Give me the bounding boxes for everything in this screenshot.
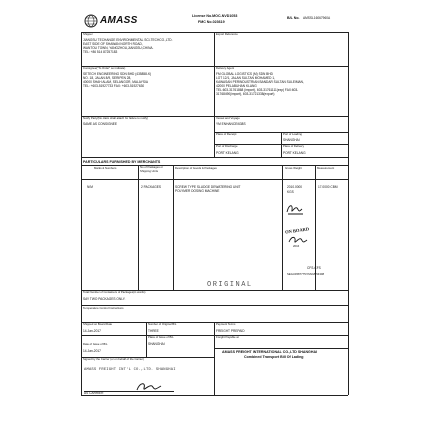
- vessel-value: YM ENHANCE/638S: [216, 122, 246, 126]
- description-line: POLYMER DOSING MACHINE: [175, 189, 220, 193]
- total-packages-value: SAY TWO PACKAGES ONLY.: [83, 297, 126, 301]
- marks-value: N/M: [87, 185, 93, 189]
- notify-label: Notify Party(No claim shall attach for failure to notify): [83, 116, 149, 120]
- consignee-line: NO. 18, JALAN 8/9, SERIPEN 28,: [83, 76, 132, 80]
- column-header-gross-weight: Gross Weight: [285, 166, 302, 170]
- consignee-line: 40000 SHAH ALAM, SELANGOR, MALAYSIA: [83, 80, 148, 84]
- temperature-label: Temperature Control Instructions: [83, 306, 124, 310]
- shipped-on-board-label: Shipped on Board Date: [83, 322, 113, 326]
- logo: [84, 14, 144, 28]
- originals-value: THREE: [148, 329, 159, 333]
- vessel-label: Vessel and Voyage: [216, 116, 240, 120]
- signature-mark: [285, 202, 305, 216]
- globe-icon: [84, 14, 98, 28]
- delivery-agent-line: LOT 12/1, JALAN SULTAN MOHAMED 1,: [216, 76, 275, 80]
- cfs-value: CFS-CFS: [307, 266, 321, 270]
- port-of-discharge-label: Port of Discharge: [216, 144, 238, 148]
- original-stamp: ORIGINAL: [207, 281, 253, 289]
- delivery-agent-line: TEL:603-31761868 (import), 603-31761111(exp) FAX:603-: [216, 88, 299, 92]
- payment-terms-label: Payment Terms: [216, 322, 236, 326]
- port-of-loading-label: Port of Loading: [283, 132, 302, 136]
- particulars-heading: PARTICULARS FURNISHED BY MERCHANTS: [83, 159, 161, 164]
- measurement-value: 17.0000 CBM: [318, 185, 338, 189]
- delivery-agent-line: 42000 PELABUHAN KLANG: [216, 84, 257, 88]
- column-header-description: Description of Goods & Packages: [175, 166, 217, 170]
- place-of-issue-value: SHANGHAI: [148, 342, 165, 346]
- delivery-agent-line: KAWASAN PERINDUSTRIAN BANDAR SULTAN SULEIMAN,: [216, 80, 304, 84]
- weight-unit: KGS: [287, 190, 294, 194]
- export-reference-label: Export Reference: [216, 32, 238, 36]
- shipper-line: JIANGSU TECHANGE ENVIRONMENTAL SCI-TECHCO.,LTD.: [83, 38, 173, 42]
- payment-terms-value: FREIGHT PREPAID: [216, 329, 245, 333]
- carrier-company: AMASS FREIGHT INTERNATIONAL CO.,LTD SHANGHAI: [222, 350, 318, 354]
- place-of-delivery-value: PORT KELANG: [283, 151, 306, 155]
- consignee-line: TEL: +603-51927733 FAX: +603-51927630: [83, 84, 145, 88]
- originals-label: Number of Original B/L: [148, 322, 177, 326]
- place-of-delivery-label: Place of Delivery: [283, 144, 304, 148]
- delivery-agent-line: FM GLOBAL LOGISTICS (M) SDN BHD: [216, 72, 273, 76]
- shipper-line: WANTOU TOWN, YANGZHOU,JIANGSU,CHINA.: [83, 46, 154, 50]
- shipper-line: EAST SIDE OF SHAWAN NORTH ROAD,: [83, 42, 143, 46]
- container-number: SEGU4587775/YMLM554308: [287, 272, 325, 276]
- place-of-issue-label: Place of Issue of B/L: [148, 335, 174, 339]
- on-board-stamp: ON BOARD: [284, 226, 310, 235]
- delivery-agent-line: 31768490(import), 603-31721338(export): [216, 92, 275, 96]
- packages-value: 2 PACKAGES: [141, 185, 161, 189]
- carrier-document-title: Combined Transport Bill Of Lading: [244, 355, 304, 359]
- column-header-measurement: Measurement: [317, 166, 335, 170]
- delivery-agent-label: Delivery Agent: [216, 66, 235, 70]
- as-carrier-label: AS CARRIER: [84, 391, 104, 395]
- shipper-label: Shipper: [83, 32, 93, 36]
- bl-number-label: B/L No.: [287, 16, 300, 20]
- shipper-line: TEL: +86 514 87257183: [83, 50, 118, 54]
- port-of-discharge-value: PORT KELANG: [216, 151, 239, 155]
- consignee-line: SETECH ENGINEERING SDN BHD (435858-K): [83, 72, 152, 76]
- notify-value: SAME AS CONSIGNEE: [83, 122, 118, 126]
- port-of-loading-value: SHANGHAI: [283, 138, 300, 142]
- date-of-issue-label: Date of Issue of B/L: [83, 342, 108, 346]
- bl-number-value: AMSSL16067960A: [303, 16, 331, 20]
- gross-weight-value: 2010.0000: [287, 185, 303, 189]
- column-header-marks: Marks & Numbers: [94, 166, 117, 170]
- stamp-date: 2016: [293, 244, 300, 248]
- place-of-receipt-label: Place of Receipt: [216, 132, 237, 136]
- fmc-number: FMC No.023619: [198, 20, 225, 24]
- column-header-packages: No of Packages or Shipping Units: [140, 165, 164, 173]
- freight-payable-label: Freight Payable at: [216, 335, 239, 339]
- date-of-issue-value: 14-Jan-2017: [83, 349, 101, 353]
- total-packages-label: Total Number of Containers of Packages(in words): [83, 290, 146, 294]
- license-number: License No.MOC-NVD1053: [192, 14, 238, 18]
- carrier-stamp-company: AMASS FREIGHT INT'L CO.,LTD. SHANGHAI: [84, 368, 176, 372]
- description-line: SCREW TYPE SLUDGE DEWATERING UNIT: [175, 185, 241, 189]
- logo-text: AMASS: [100, 15, 138, 26]
- signed-by-label: Signed by the Carrier (or on behalf of the Carrier): [83, 357, 144, 361]
- shipped-on-board-value: 14-Jan-2017: [83, 329, 101, 333]
- consignee-label: Consignee("To Order" so indicate): [83, 66, 126, 70]
